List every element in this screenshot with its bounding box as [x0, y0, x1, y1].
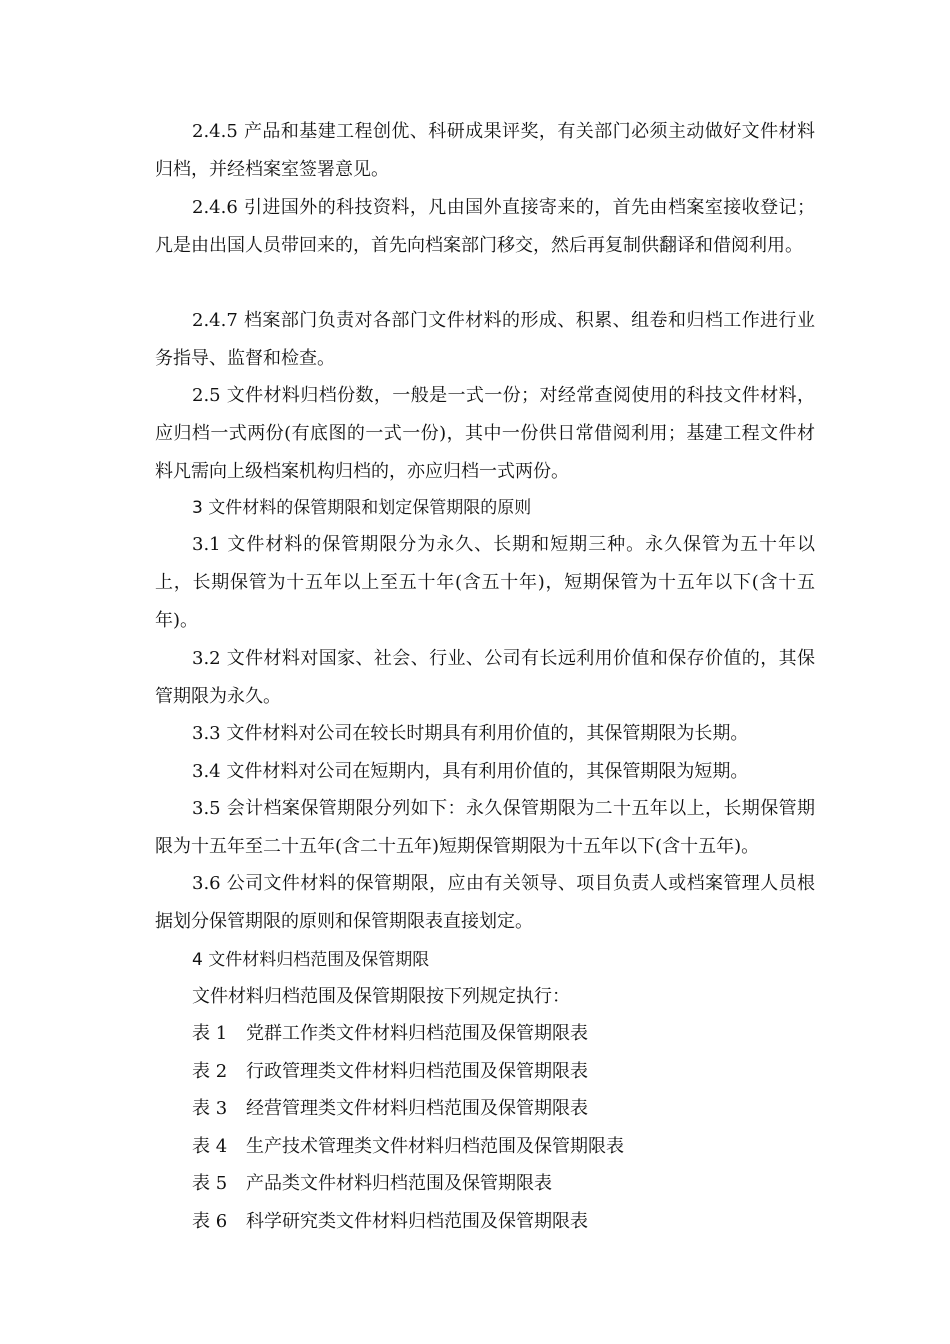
section-heading-4: 4 文件材料归档范围及保管期限 — [192, 950, 430, 970]
table-label: 表 3 — [192, 1098, 228, 1119]
paragraph-3-1: 3.1 文件材料的保管期限分为永久、长期和短期三种。永久保管为五十年以上，长期保管为十五年以上至五十年(含五十年)，短期保管为十五年以下(含十五年)。 — [155, 534, 815, 631]
table-label: 表 6 — [192, 1211, 228, 1232]
table-title: 产品类文件材料归档范围及保管期限表 — [246, 1173, 552, 1194]
paragraph-3-3: 3.3 文件材料对公司在较长时期具有利用价值的，其保管期限为长期。 — [192, 723, 749, 744]
table-label: 表 4 — [192, 1136, 228, 1157]
table-label: 表 1 — [192, 1023, 228, 1044]
paragraph-4-intro: 文件材料归档范围及保管期限按下列规定执行： — [192, 986, 570, 1007]
table-list-item — [192, 1128, 624, 1166]
paragraph-2-4-7: 2.4.7 档案部门负责对各部门文件材料的形成、积累、组卷和归档工作进行业务指导、监督和检查。 — [155, 310, 815, 369]
table-list-item — [192, 1015, 588, 1053]
table-list-item — [192, 1165, 552, 1203]
section-heading-3: 3 文件材料的保管期限和划定保管期限的原则 — [192, 498, 532, 518]
paragraph-3-6: 3.6 公司文件材料的保管期限，应由有关领导、项目负责人或档案管理人员根据划分保管期限的原则和保管期限表直接划定。 — [155, 873, 815, 932]
paragraph-3-5: 3.5 会计档案保管期限分列如下：永久保管期限为二十五年以上，长期保管期限为十五年至二十五年(含二十五年)短期保管期限为十五年以下(含十五年)。 — [155, 798, 815, 857]
table-label: 表 2 — [192, 1061, 228, 1082]
paragraph-2-5: 2.5 文件材料归档份数，一般是一式一份；对经常查阅使用的科技文件材料，应归档一式两份(有底图的一式一份)，其中一份供日常借阅利用；基建工程文件材料凡需向上级档案机构归档的，亦应归档一式两份。 — [155, 385, 815, 482]
table-title: 行政管理类文件材料归档范围及保管期限表 — [246, 1061, 588, 1082]
table-label: 表 5 — [192, 1173, 228, 1194]
table-title: 生产技术管理类文件材料归档范围及保管期限表 — [246, 1136, 624, 1157]
paragraph-3-2: 3.2 文件材料对国家、社会、行业、公司有长远利用价值和保存价值的，其保管期限为永久。 — [155, 648, 815, 707]
table-list-item — [192, 1053, 588, 1091]
table-title: 经营管理类文件材料归档范围及保管期限表 — [246, 1098, 588, 1119]
paragraph-3-4: 3.4 文件材料对公司在短期内，具有利用价值的，其保管期限为短期。 — [192, 761, 749, 782]
table-title: 党群工作类文件材料归档范围及保管期限表 — [246, 1023, 588, 1044]
table-list-item — [192, 1203, 588, 1241]
table-title: 科学研究类文件材料归档范围及保管期限表 — [246, 1211, 588, 1232]
paragraph-2-4-5: 2.4.5 产品和基建工程创优、科研成果评奖，有关部门必须主动做好文件材料归档，并经档案室签署意见。 — [155, 121, 815, 180]
paragraph-2-4-6: 2.4.6 引进国外的科技资料，凡由国外直接寄来的，首先由档案室接收登记；凡是由出国人员带回来的，首先向档案部门移交，然后再复制供翻译和借阅利用。 — [155, 197, 815, 256]
table-list-item — [192, 1090, 588, 1128]
